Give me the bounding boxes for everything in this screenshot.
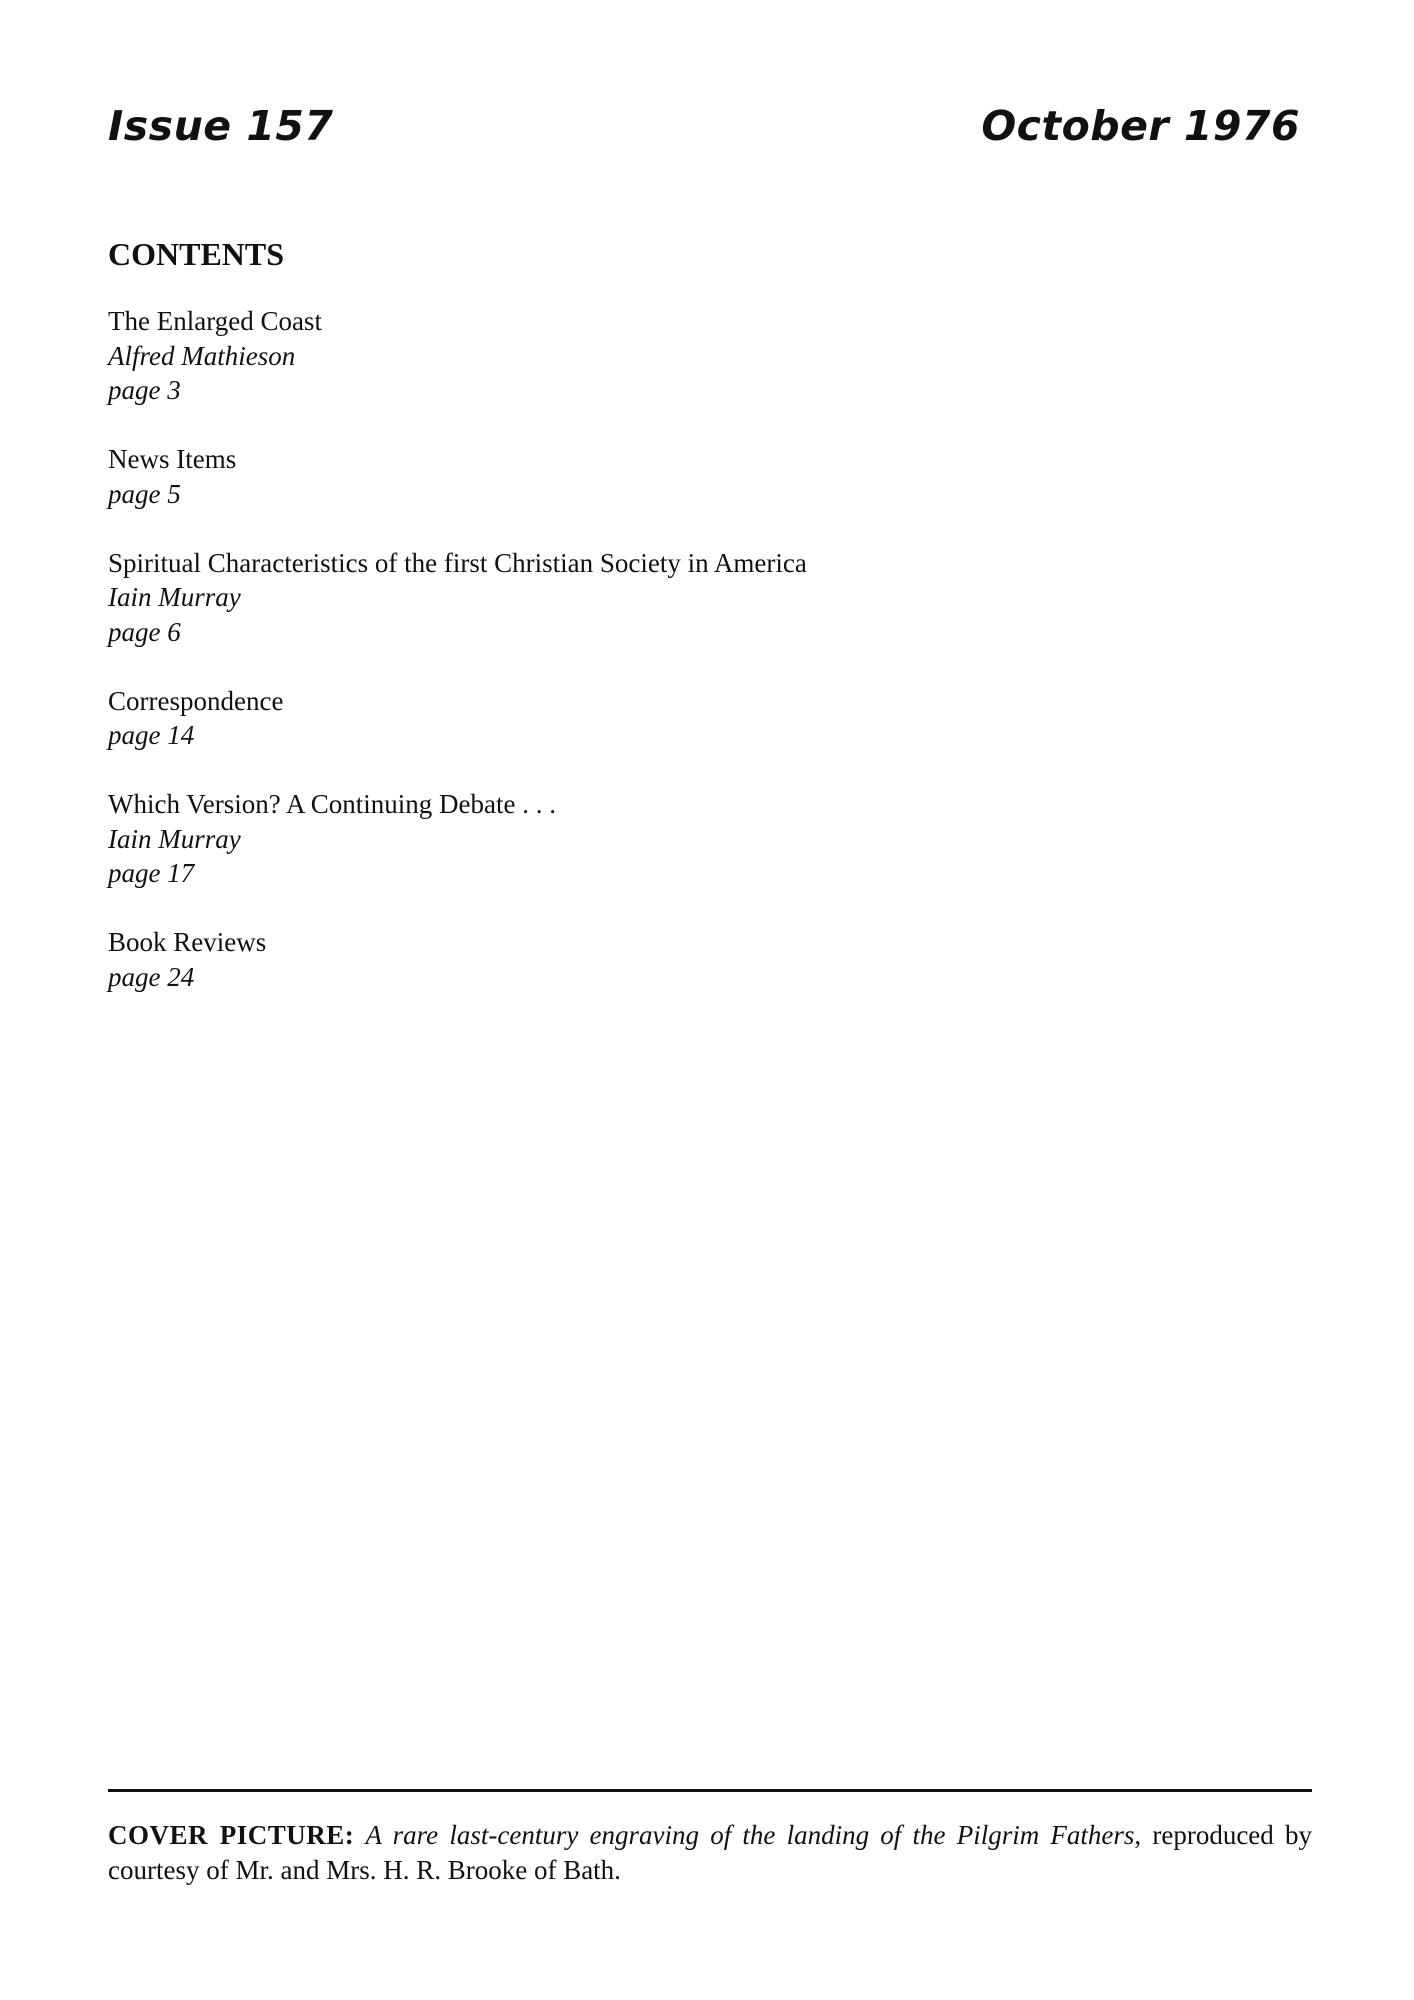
toc-entry-title: Book Reviews: [108, 927, 267, 957]
toc-entry-page: page 14: [108, 720, 195, 750]
toc-entry-enlarged-coast: [108, 304, 1208, 408]
cover-picture-description: A rare last-century engraving of the landing of the Pilgrim Fathers: [365, 1820, 1135, 1850]
toc-entry-title: News Items: [108, 444, 237, 474]
toc-entry-title: The Enlarged Coast: [108, 306, 322, 336]
toc-entry-page: page 5: [108, 478, 181, 509]
contents-heading: CONTENTS: [108, 236, 285, 272]
toc-entry-author: Alfred Mathieson: [108, 340, 296, 371]
horizontal-divider: [108, 1789, 1312, 1792]
toc-entry-author: Iain Murray: [108, 582, 241, 612]
toc-entry-news-items: [108, 442, 1208, 511]
toc-entry-title: Correspondence: [108, 685, 284, 716]
toc-entry-which-version: [108, 787, 1208, 891]
toc-entry-author: Iain Murray: [108, 823, 241, 854]
cover-picture-credit: , reproduced by courtesy of Mr. and Mrs. H. R. Brooke of Bath.: [108, 1820, 1313, 1885]
toc-entry-correspondence: [108, 684, 1208, 753]
toc-entry-book-reviews: [108, 925, 1208, 994]
toc-entry-page: page 6: [108, 616, 181, 647]
page-header: [108, 96, 1308, 156]
toc-entry-title: Which Version? A Continuing Debate . . .: [108, 789, 556, 819]
table-of-contents: [108, 304, 1208, 1029]
toc-entry-page: page 17: [108, 858, 195, 888]
cover-picture-note: [108, 1818, 1312, 1888]
issue-number: Issue 157: [108, 102, 334, 150]
toc-entry-page: page 24: [108, 961, 195, 992]
cover-picture-label: COVER PICTURE:: [108, 1820, 355, 1850]
toc-entry-title: Spiritual Characteristics of the first Christian Society in America: [108, 547, 807, 578]
issue-date: October 1976: [981, 102, 1300, 150]
toc-entry-page: page 3: [108, 375, 181, 405]
toc-entry-spiritual-characteristics: [108, 546, 1208, 650]
